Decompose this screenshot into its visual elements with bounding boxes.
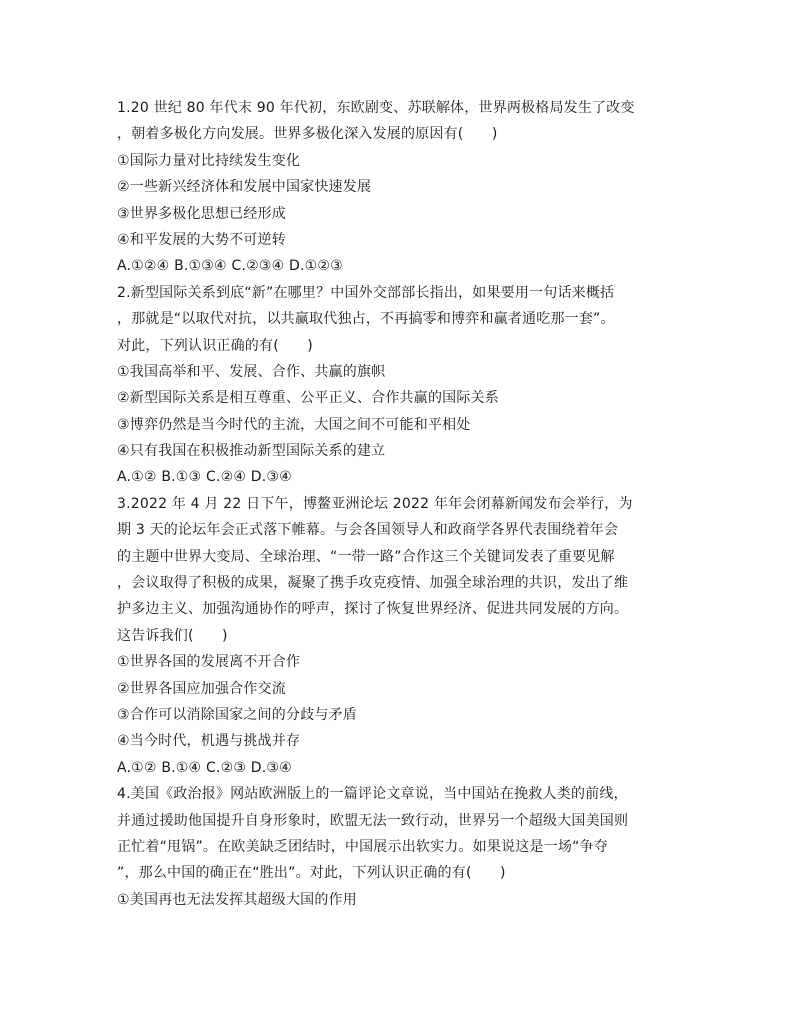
option-line: ①美国再也无法发挥其超级大国的作用 [117, 891, 357, 908]
answer-choices: A.①② B.①③ C.②④ D.③④ [117, 469, 292, 486]
question-stem-line: ，那就是“以取代对抗，以共赢取代独占，不再搞零和博弈和赢者通吃那一套”。 [117, 311, 615, 328]
option-line: ①国际力量对比持续发生变化 [117, 152, 301, 169]
option-line: ④只有我国在积极推动新型国际关系的建立 [117, 443, 386, 460]
question-stem-line: 3.2022 年 4 月 22 日下午，博鳌亚洲论坛 2022 年年会闭幕新闻发布会举行，为 [117, 495, 633, 512]
question-stem-line: 期 3 天的论坛年会正式落下帷幕。与会各国领导人和政商学各界代表围绕着年会 [117, 522, 619, 539]
option-line: ③世界多极化思想已经形成 [117, 205, 286, 222]
option-line: ③博弈仍然是当今时代的主流，大国之间不可能和平相处 [117, 416, 471, 433]
question-stem-line: ”，那么中国的确正在“胜出”。对此，下列认识正确的有( ) [117, 865, 506, 882]
option-line: ④当今时代，机遇与挑战并存 [117, 733, 301, 750]
question-stem-line: 这告诉我们( ) [117, 627, 228, 644]
option-line: ①世界各国的发展离不开合作 [117, 654, 301, 671]
option-line: ③合作可以消除国家之间的分歧与矛盾 [117, 706, 357, 723]
answer-choices: A.①②④ B.①③④ C.②③④ D.①②③ [117, 258, 343, 275]
question-3 [117, 491, 679, 781]
option-line: ①我国高举和平、发展、合作、共赢的旗帜 [117, 363, 386, 380]
question-stem-line: 对此，下列认识正确的有( ) [117, 337, 313, 354]
answer-choices: A.①② B.①④ C.②③ D.③④ [117, 759, 292, 776]
question-stem-line: 正忙着“甩锅”。在欧美缺乏团结时，中国展示出软实力。如果说这是一场“争夺 [117, 838, 608, 855]
question-stem-line: 护多边主义、加强沟通协作的呼声，探讨了恢复世界经济、促进共同发展的方向。 [117, 601, 629, 618]
question-stem-line: 并通过援助他国提升自身形象时，欧盟无法一致行动，世界另一个超级大国美国则 [117, 812, 629, 829]
question-stem-line: ，会议取得了积极的成果，凝聚了携手攻克疫情、加强全球治理的共识，发出了维 [117, 575, 629, 592]
question-stem-line: 4.美国《政治报》网站欧洲版上的一篇评论文章说，当中国站在挽救人类的前线， [117, 786, 628, 803]
question-stem-line: 2.新型国际关系到底“新”在哪里？中国外交部部长指出，如果要用一句话来概括 [117, 284, 615, 301]
option-line: ④和平发展的大势不可逆转 [117, 231, 286, 248]
question-4 [117, 781, 679, 913]
question-stem-line: 的主题中世界大变局、全球治理、“一带一路”合作这三个关键词发表了重要见解 [117, 548, 615, 565]
option-line: ②一些新兴经济体和发展中国家快速发展 [117, 179, 372, 196]
question-stem-line: ，朝着多极化方向发展。世界多极化深入发展的原因有( ) [117, 126, 498, 143]
option-line: ②新型国际关系是相互尊重、公平正义、合作共赢的国际关系 [117, 390, 499, 407]
option-line: ②世界各国应加强合作交流 [117, 680, 286, 697]
document-page [117, 95, 679, 913]
question-2 [117, 280, 679, 491]
question-1 [117, 95, 679, 280]
question-stem-line: 1.20 世纪 80 年代末 90 年代初，东欧剧变、苏联解体，世界两极格局发生了改变 [117, 100, 635, 116]
